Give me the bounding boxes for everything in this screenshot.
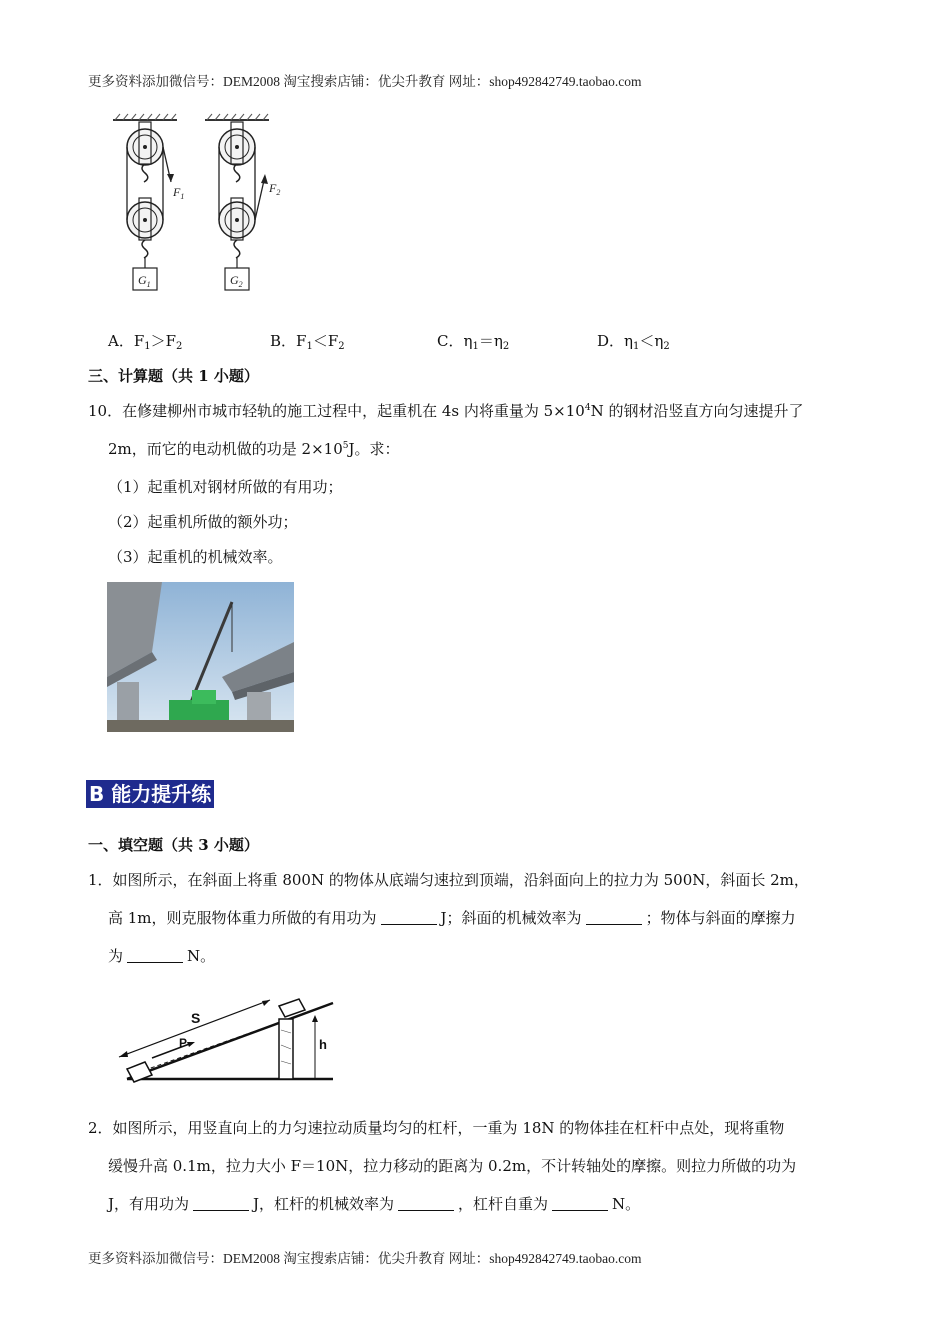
q2-blank-3[interactable] <box>552 1196 608 1211</box>
q1-blank-1[interactable] <box>381 910 437 925</box>
section-1-title: 一、填空题（共 3 小题） <box>88 836 259 854</box>
q10-sub2: （2）起重机所做的额外功； <box>108 513 298 531</box>
q10-line1: 10．在修建柳州市城市轻轨的施工过程中，起重机在 4s 内将重量为 $5\times 10^4N$ 的钢材沿竖直方向匀速提升了 <box>88 402 804 420</box>
q1-line2: 高 1m，则克服物体重力所做的有用功为 J；斜面的机械效率为 ；物体与斜面的摩擦力 <box>108 909 796 927</box>
crane-photo <box>107 582 294 732</box>
q10-line2: 2m，而它的电动机做的功是 $2\times 10^5J$。求： <box>108 440 400 458</box>
g1-label: $G_1$ <box>138 273 151 289</box>
g2-label: $G_2$ <box>230 273 243 289</box>
q2-blank-2[interactable] <box>398 1196 454 1211</box>
q1-blank-2[interactable] <box>586 910 642 925</box>
section-3-title: 三、计算题（共 1 小题） <box>88 367 259 385</box>
q2-blank-1[interactable] <box>193 1196 249 1211</box>
q10-sub1: （1）起重机对钢材所做的有用功； <box>108 478 343 496</box>
section-b-heading: B 能力提升练 <box>86 780 214 808</box>
h-label: h <box>319 1037 327 1052</box>
incline-figure <box>107 975 339 1087</box>
pulley-right <box>205 114 269 290</box>
page-footer: 更多资料添加微信号：DEM2008 淘宝搜索店铺：优尖升教育 网址：shop492842749.taobao.com <box>88 1251 642 1266</box>
pulley-left <box>113 114 177 290</box>
page-header: 更多资料添加微信号：DEM2008 淘宝搜索店铺：优尖升教育 网址：shop492842749.taobao.com <box>88 74 642 89</box>
q1-line3: 为 N。 <box>108 947 216 965</box>
q2-line3: J，有用功为 J，杠杆的机械效率为 ，杠杆自重为 N。 <box>108 1195 641 1213</box>
f2-label: $F_2$ <box>269 181 281 197</box>
q2-line1: 2．如图所示，用竖直向上的力匀速拉动质量均匀的杠杆，一重为 18N 的物体挂在杠杆中点处，现将重物 <box>88 1119 785 1137</box>
q1-blank-3[interactable] <box>127 948 183 963</box>
option-a[interactable]: A．$F_1>F_2$ <box>108 332 183 352</box>
q2-line2: 缓慢升高 0.1m，拉力大小 F＝10N，拉力移动的距离为 0.2m，不计转轴处的摩擦。则拉力所做的功为 <box>108 1157 797 1175</box>
option-d[interactable]: D．$\eta_1<\eta_2$ <box>597 332 670 352</box>
q10-sub3: （3）起重机的机械效率。 <box>108 548 283 566</box>
option-c[interactable]: C．$\eta_1=\eta_2$ <box>437 332 510 352</box>
pulley-figure <box>105 112 295 302</box>
option-b[interactable]: B．$F_1<F_2$ <box>270 332 345 352</box>
f1-label: $F_1$ <box>173 185 185 201</box>
p-label: P <box>179 1036 188 1050</box>
q1-line1: 1．如图所示，在斜面上将重 800N 的物体从底端匀速拉到顶端，沿斜面向上的拉力为 500N，斜面长 2m， <box>88 871 809 889</box>
s-label: S <box>191 1010 201 1026</box>
